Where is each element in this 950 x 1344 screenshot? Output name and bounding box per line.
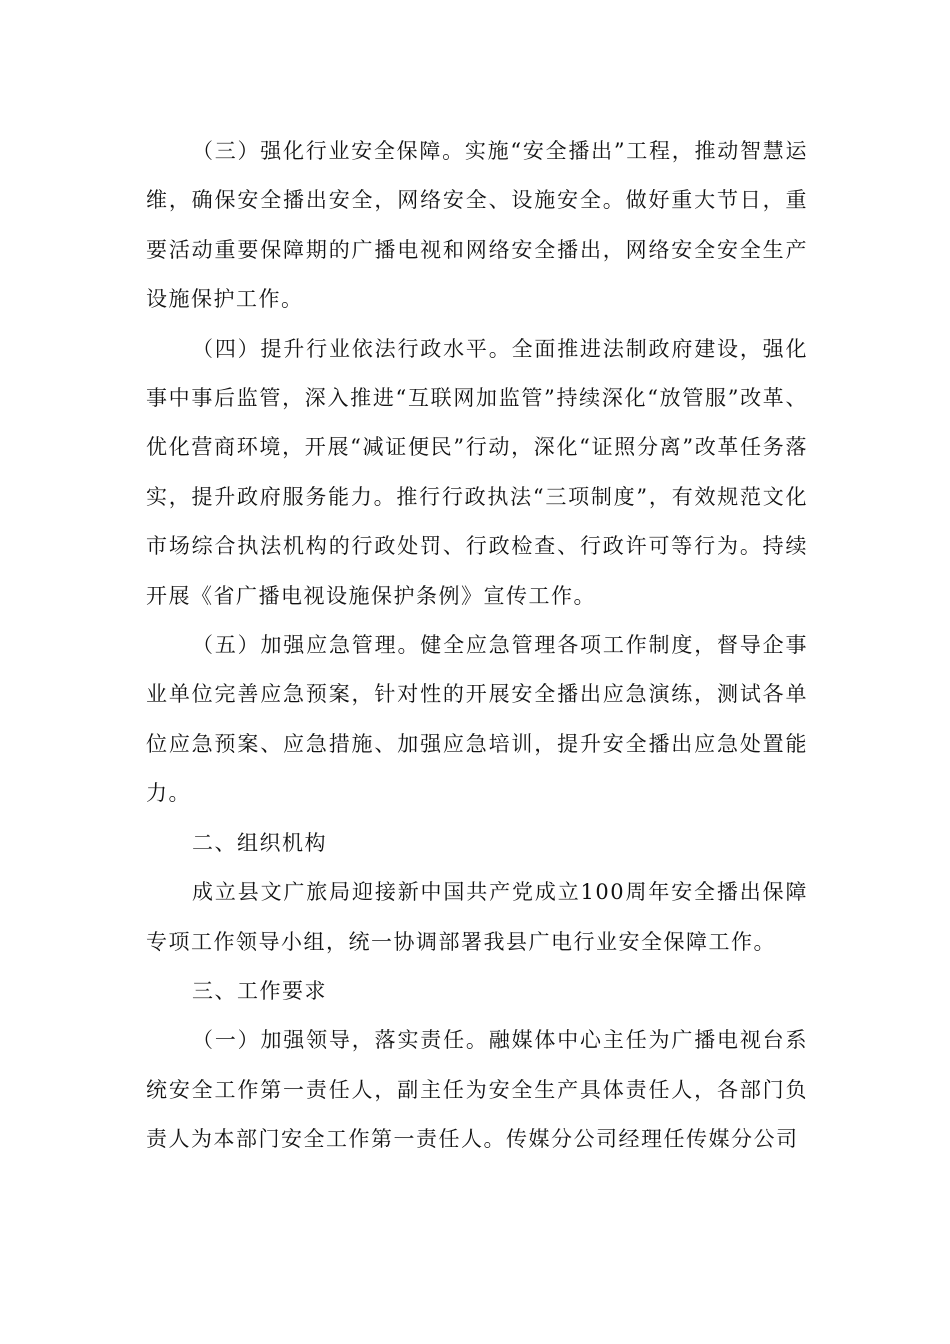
- section-heading-requirements: 三、工作要求: [192, 978, 327, 1003]
- paragraph-organization: 成立县文广旅局迎接新中国共产党成立100周年安全播出保障专项工作领导小组，统一协调部署我县广电行业安全保障工作。: [146, 880, 808, 954]
- paragraph-leadership-responsibility: （一）加强领导，落实责任。融媒体中心主任为广播电视台系统安全工作第一责任人，副主任为安全生产具体责任人，各部门负责人为本部门安全工作第一责任人。传媒分公司经理任传媒分公司: [146, 1028, 808, 1152]
- paragraph-emergency-management: （五）加强应急管理。健全应急管理各项工作制度，督导企事业单位完善应急预案，针对性的开展安全播出应急演练，测试各单位应急预案、应急措施、加强应急培训，提升安全播出应急处置能力。: [146, 633, 808, 806]
- document-body: [146, 127, 808, 1165]
- section-heading-organization: 二、组织机构: [192, 830, 327, 855]
- paragraph-safety-assurance: （三）强化行业安全保障。实施“安全播出”工程，推动智慧运维，确保安全播出安全，网络安全、设施安全。做好重大节日，重要活动重要保障期的广播电视和网络安全播出，网络安全安全生产设施保护工作。: [146, 139, 808, 312]
- paragraph-administration-by-law: （四）提升行业依法行政水平。全面推进法制政府建设，强化事中事后监管，深入推进“互联网加监管”持续深化“放管服”改革、优化营商环境，开展“减证便民”行动，深化“证照分离”改革任务落实，提升政府服务能力。推行行政执法“三项制度”，有效规范文化市场综合执法机构的行政处罚、行政检查、行政许可等行为。持续开展《省广播电视设施保护条例》宣传工作。: [146, 336, 808, 608]
